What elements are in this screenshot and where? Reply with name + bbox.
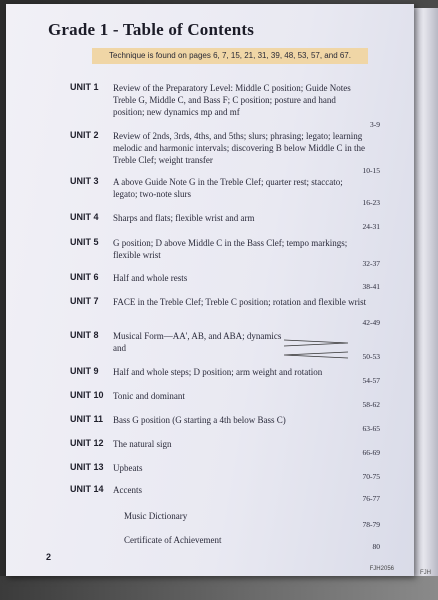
page-range: 50-53 [362,352,380,361]
unit-label: UNIT 5 [70,237,99,247]
footer-code: FJH2056 [369,566,394,572]
unit-label: UNIT 9 [70,366,99,376]
page-range: 38-41 [362,282,380,291]
page-range: 16-23 [362,198,380,207]
page-range: 42-49 [362,318,380,327]
crescendo-decrescendo-icon [282,338,352,362]
unit-label: UNIT 6 [70,272,99,282]
unit-description: Musical Form—AA', AB, and ABA; dynamics and [113,331,282,353]
page-number: 2 [46,552,52,562]
page-range: 3-9 [370,120,380,129]
unit-label: UNIT 8 [70,330,99,340]
unit-label: UNIT 2 [70,130,99,140]
unit-description: Half and whole steps; D position; arm weight and rotation [113,367,323,377]
page-range: 63-65 [362,424,380,433]
unit-label: UNIT 4 [70,212,99,222]
page-title: Grade 1 - Table of Contents [48,20,255,39]
edge-code: FJH [420,570,431,576]
page-range: 24-31 [362,222,380,231]
page-range: 80 [372,542,380,551]
page-range: 10-15 [362,166,380,175]
unit-description: Certificate of Achievement [124,535,222,545]
unit-description: Music Dictionary [124,511,188,521]
page-range: 54-57 [362,376,380,385]
technique-banner: Technique is found on pages 6, 7, 15, 21, 31, 39, 48, 53, 57, and 67. [92,48,368,64]
document-page [6,4,414,576]
unit-description: Half and whole rests [113,273,188,283]
unit-label: UNIT 7 [70,296,99,306]
page-range: 58-62 [362,400,380,409]
next-page-edge [414,8,438,600]
unit-label: UNIT 3 [70,176,99,186]
unit-label: UNIT 1 [70,82,99,92]
unit-description: Bass G position (G starting a 4th below Bass C) [113,415,286,425]
table-surface [0,576,438,600]
unit-description: Review of the Preparatory Level: Middle C position; Guide Notes Treble G, Middle C, and Bass F; C position; posture and hand position; new dynamics mp and mf [113,83,351,117]
unit-description: A above Guide Note G in the Treble Clef; quarter rest; staccato; legato; two-note slurs [113,177,343,199]
unit-description: G position; D above Middle C in the Bass Clef; tempo markings; flexible wrist [113,238,348,260]
unit-description: FACE in the Treble Clef; Treble C position; rotation and flexible wrist [113,297,367,307]
unit-description: Accents [113,485,142,495]
page-range: 32-37 [362,259,380,268]
unit-label: UNIT 14 [70,484,104,494]
unit-label: UNIT 12 [70,438,104,448]
unit-description: Tonic and dominant [113,391,185,401]
unit-label: UNIT 13 [70,462,104,472]
unit-description: Review of 2nds, 3rds, 4ths, and 5ths; slurs; phrasing; legato; learning melodic and harmonic intervals; discovering B below Middle C in the Treble Clef; weight transfer [113,131,365,165]
unit-label: UNIT 11 [70,414,104,424]
page-range: 78-79 [362,520,380,529]
page-range: 70-75 [362,472,380,481]
page-range: 66-69 [362,448,380,457]
unit-description: The natural sign [113,439,172,449]
unit-label: UNIT 10 [70,390,104,400]
page-range: 76-77 [362,494,380,503]
unit-description: Sharps and flats; flexible wrist and arm [113,213,255,223]
unit-description: Upbeats [113,463,143,473]
